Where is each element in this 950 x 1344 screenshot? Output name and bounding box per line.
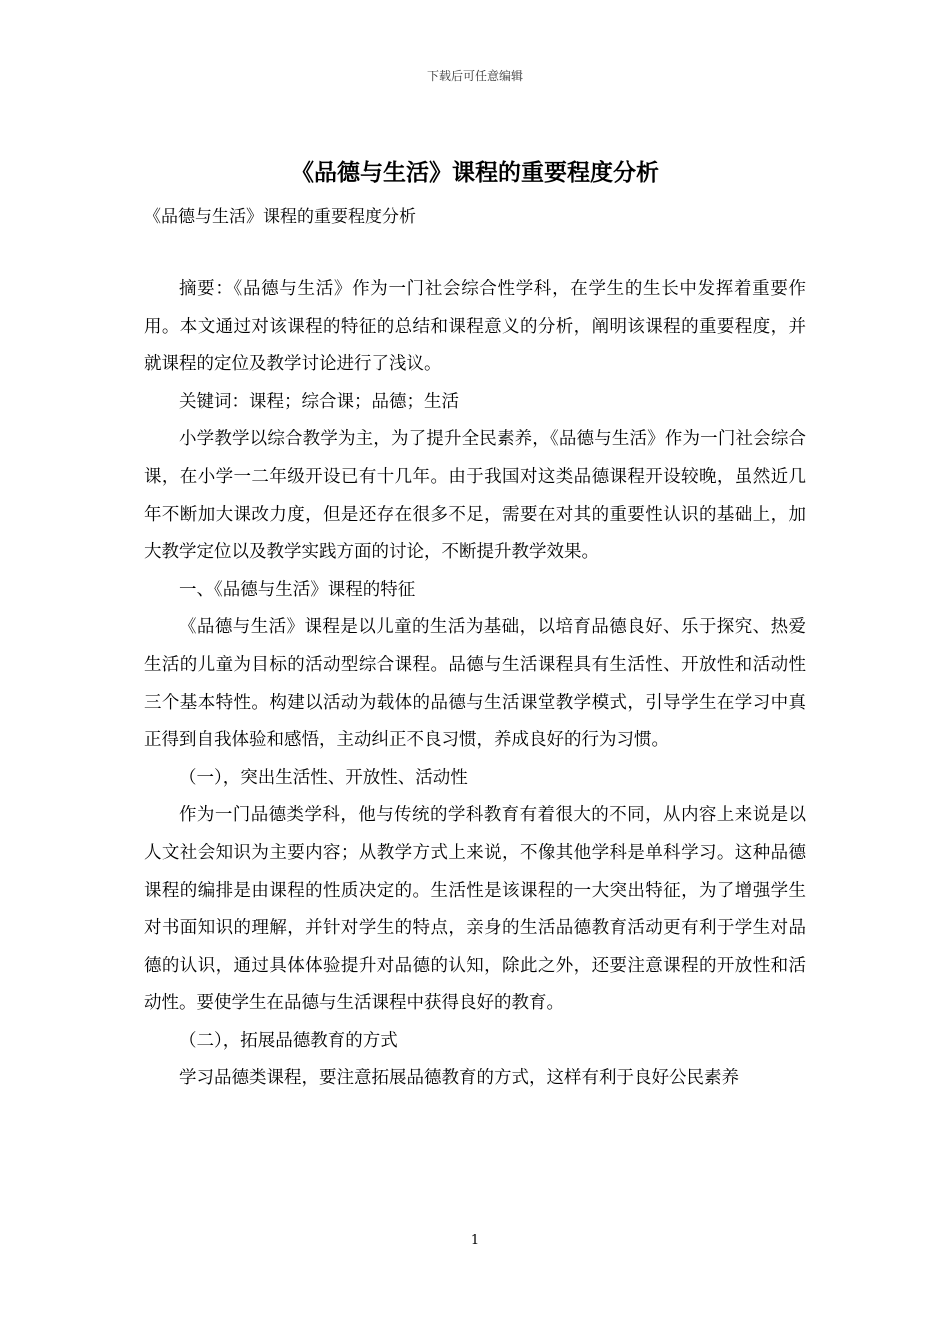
- section-heading-1: 一、《品德与生活》课程的特征: [179, 579, 416, 600]
- subsection-heading-1: （一），突出生活性、开放性、活动性: [179, 767, 468, 788]
- page-number: 1: [470, 1233, 480, 1248]
- subsection-heading-2: （二），拓展品德教育的方式: [179, 1030, 398, 1051]
- keywords-paragraph: 关键词：课程；综合课；品德；生活: [179, 391, 459, 412]
- section-1-paragraph: 《品德与生活》课程是以儿童的生活为基础，以培育品德良好、乐于探究、热爱生活的儿童为目标的活动型综合课程。品德与生活课程具有生活性、开放性和活动性三个基本特性。构建以活动为载体的品德与生活课堂教学模式，引导学生在学习中真正得到自我体验和感悟，主动纠正不良习惯，养成良好的行为习惯。: [144, 617, 806, 751]
- page-header: 下载后可任意编辑: [426, 69, 523, 83]
- subsection-1-paragraph: 作为一门品德类学科，他与传统的学科教育有着很大的不同，从内容上来说是以人文社会知识为主要内容；从教学方式上来说，不像其他学科是单科学习。这种品德课程的编排是由课程的性质决定的。生活性是该课程的一大突出特征，为了增强学生对书面知识的理解，并针对学生的特点，亲身的生活品德教育活动更有利于学生对品德的认识，通过具体体验提升对品德的认知，除此之外，还要注意课程的开放性和活动性。要使学生在品德与生活课程中获得良好的教育。: [144, 805, 806, 1014]
- document-title: 《品德与生活》课程的重要程度分析: [291, 160, 659, 186]
- abstract-paragraph: 摘要：《品德与生活》作为一门社会综合性学科，在学生的生长中发挥着重要作用。本文通过对该课程的特征的总结和课程意义的分析，阐明该课程的重要程度，并就课程的定位及教学讨论进行了浅议。: [144, 279, 806, 375]
- subsection-2-paragraph: 学习品德类课程，要注意拓展品德教育的方式，这样有利于良好公民素养: [179, 1068, 739, 1089]
- intro-paragraph: 小学教学以综合教学为主，为了提升全民素养，《品德与生活》作为一门社会综合课，在小学一二年级开设已有十几年。由于我国对这类品德课程开设较晚，虽然近几年不断加大课改力度，但是还存在很多不足，需要在对其的重要性认识的基础上，加大教学定位以及教学实践方面的讨论，不断提升教学效果。: [144, 429, 806, 563]
- document-subtitle: 《品德与生活》课程的重要程度分析: [144, 207, 416, 227]
- document-body: [144, 271, 806, 1098]
